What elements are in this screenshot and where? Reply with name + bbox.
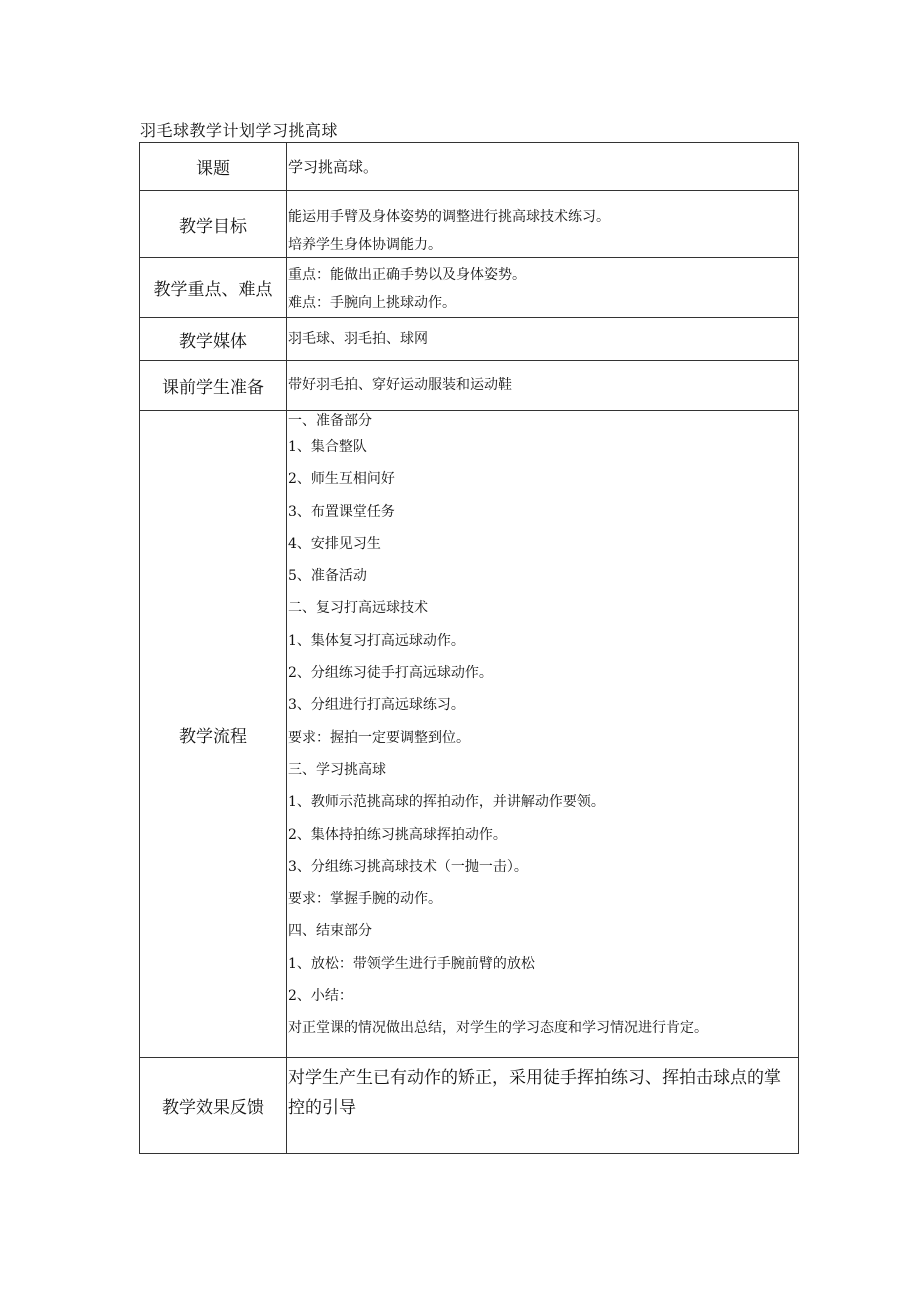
prep-value: 带好羽毛拍、穿好运动服装和运动鞋: [288, 377, 512, 394]
key-points-line: 重点：能做出正确手势以及身体姿势。: [288, 267, 526, 283]
media-label: 教学媒体: [140, 318, 287, 361]
goals-line: 能运用手臂及身体姿势的调整进行挑高球技术练习。: [288, 209, 610, 225]
process-line: 3、分组进行打高远球练习。: [288, 697, 465, 714]
goals-line: 培养学生身体协调能力。: [288, 237, 442, 253]
process-line: 1、集合整队: [288, 439, 367, 455]
process-line: 四、结束部分: [288, 923, 372, 940]
process-line: 对正堂课的情况做出总结，对学生的学习态度和学习情况进行肯定。: [288, 1020, 708, 1037]
topic-label: 课题: [140, 143, 287, 191]
prep-label: 课前学生准备: [140, 361, 287, 411]
row-feedback: [140, 1058, 799, 1154]
process-line: 三、学习挑高球: [288, 761, 386, 778]
process-line: 2、分组练习徒手打高远球动作。: [288, 665, 493, 682]
process-line: 2、师生互相问好: [288, 471, 395, 488]
process-line: 3、分组练习挑高球技术（一抛一击）。: [288, 858, 528, 875]
row-process: [140, 411, 799, 1058]
process-line: 要求：握拍一定要调整到位。: [288, 729, 470, 746]
document-title: 羽毛球教学计划学习挑高球: [140, 121, 339, 140]
process-line: 二、复习打高远球技术: [288, 600, 428, 617]
key-points-line: 难点：手腕向上挑球动作。: [288, 295, 456, 311]
media-value: 羽毛球、羽毛拍、球网: [288, 330, 428, 347]
lesson-plan-table: [139, 142, 799, 1154]
process-line: 1、教师示范挑高球的挥拍动作，并讲解动作要领。: [288, 794, 605, 811]
goals-label: 教学目标: [140, 191, 287, 258]
process-line: 2、集体持拍练习挑高球挥拍动作。: [288, 826, 507, 843]
row-key-points: [140, 258, 799, 318]
process-line: 5、准备活动: [288, 568, 367, 585]
process-line: 4、安排见习生: [288, 535, 381, 552]
feedback-value: 对学生产生已有动作的矫正，采用徒手挥拍练习、挥拍击球点的掌控的引导: [288, 1068, 781, 1118]
feedback-label: 教学效果反馈: [140, 1058, 287, 1154]
process-line: 2、小结：: [288, 988, 353, 1005]
process-line: 1、放松：带领学生进行手腕前臂的放松: [288, 955, 535, 972]
process-line: 1、集体复习打高远球动作。: [288, 632, 465, 649]
process-line: 3、布置课堂任务: [288, 503, 395, 520]
key-points-label: 教学重点、难点: [140, 258, 287, 318]
process-label: 教学流程: [140, 411, 287, 1058]
row-goals: [140, 191, 799, 258]
process-lines: [288, 411, 798, 1045]
topic-value: 学习挑高球。: [288, 158, 379, 176]
row-topic: [140, 143, 799, 191]
row-media: [140, 318, 799, 361]
process-line: 要求：掌握手腕的动作。: [288, 891, 442, 908]
process-line: 一、准备部分: [288, 413, 372, 429]
row-prep: [140, 361, 799, 411]
